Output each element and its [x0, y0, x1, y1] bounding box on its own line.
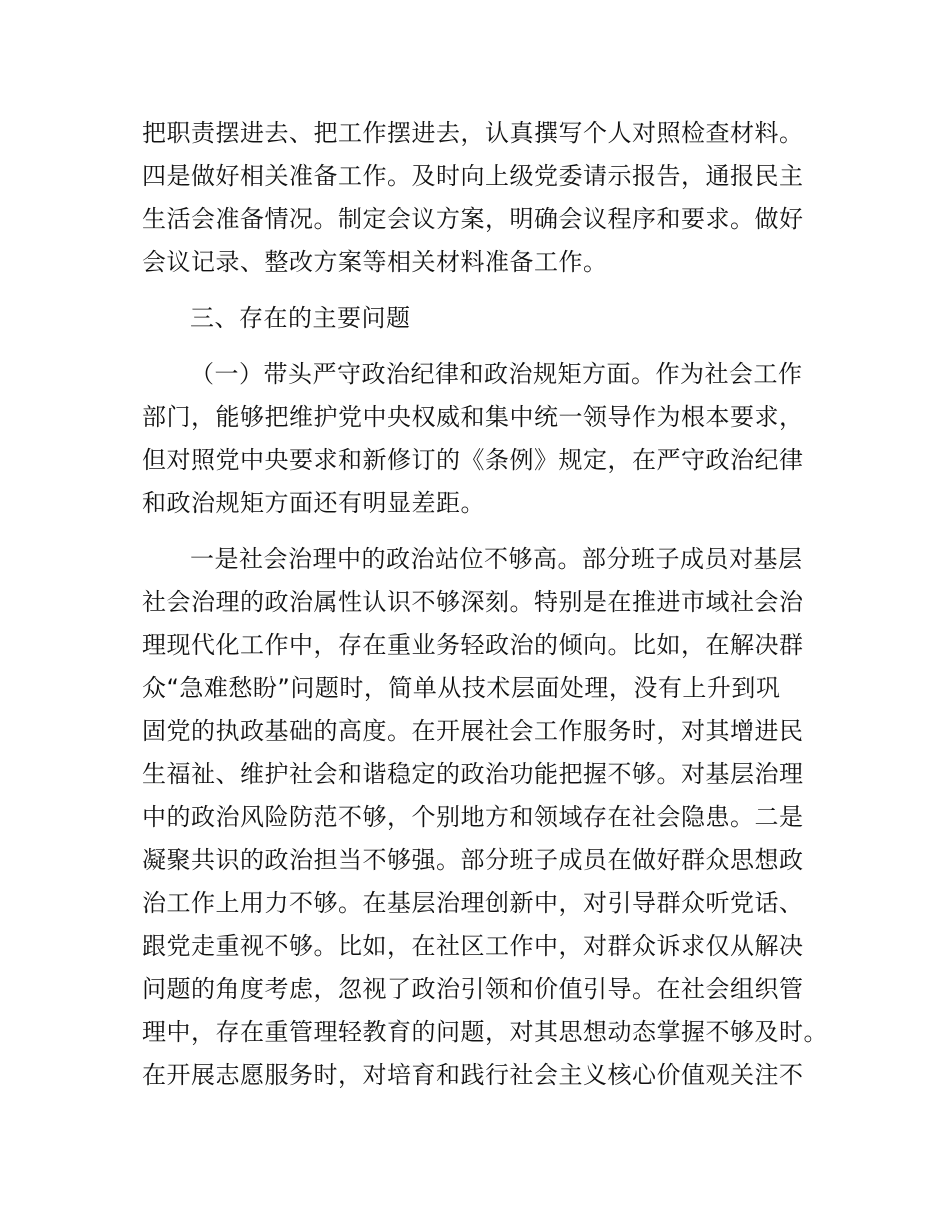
- text-line: 治工作上用力不够。在基层治理创新中，对引导群众听党话、: [142, 889, 804, 917]
- text-line: 会议记录、整改方案等相关材料准备工作。: [142, 248, 608, 276]
- text-line: 固党的执政基础的高度。在开展社会工作服务时，对其增进民: [142, 717, 804, 745]
- paragraph-first-line: 一是社会治理中的政治站位不够高。部分班子成员对基层: [190, 545, 803, 573]
- text-line: 理现代化工作中，存在重业务轻政治的倾向。比如，在解决群: [142, 631, 804, 659]
- subsection-heading: （一）带头严守政治纪律和政治规矩方面。作为社会工作: [190, 360, 803, 388]
- text-line: 生活会准备情况。制定会议方案，明确会议程序和要求。做好: [142, 205, 804, 233]
- text-line: 中的政治风险防范不够，个别地方和领域存在社会隐患。二是: [142, 803, 804, 831]
- text-line: 跟党走重视不够。比如，在社区工作中，对群众诉求仅从解决: [142, 932, 804, 960]
- text-line: 在开展志愿服务时，对培育和践行社会主义核心价值观关注不: [142, 1061, 804, 1089]
- text-line: 问题的角度考虑，忽视了政治引领和价值引导。在社会组织管: [142, 975, 804, 1003]
- text-line: 凝聚共识的政治担当不够强。部分班子成员在做好群众思想政: [142, 846, 804, 874]
- text-line: 生福祉、维护社会和谐稳定的政治功能把握不够。对基层治理: [142, 760, 804, 788]
- text-line: 但对照党中央要求和新修订的《条例》规定，在严守政治纪律: [142, 446, 804, 474]
- text-line: 和政治规矩方面还有明显差距。: [142, 489, 485, 517]
- section-heading: 三、存在的主要问题: [190, 304, 411, 332]
- text-line: 理中，存在重管理轻教育的问题，对其思想动态掌握不够及时。: [142, 1018, 828, 1046]
- text-line: 社会治理的政治属性认识不够深刻。特别是在推进市域社会治: [142, 588, 804, 616]
- text-line: 把职责摆进去、把工作摆进去，认真撰写个人对照检查材料。: [142, 119, 804, 147]
- text-line: 四是做好相关准备工作。及时向上级党委请示报告，通报民主: [142, 162, 804, 190]
- text-line: 众“急难愁盼”问题时，简单从技术层面处理，没有上升到巩: [142, 674, 781, 702]
- text-line: 部门，能够把维护党中央权威和集中统一领导作为根本要求，: [142, 403, 804, 431]
